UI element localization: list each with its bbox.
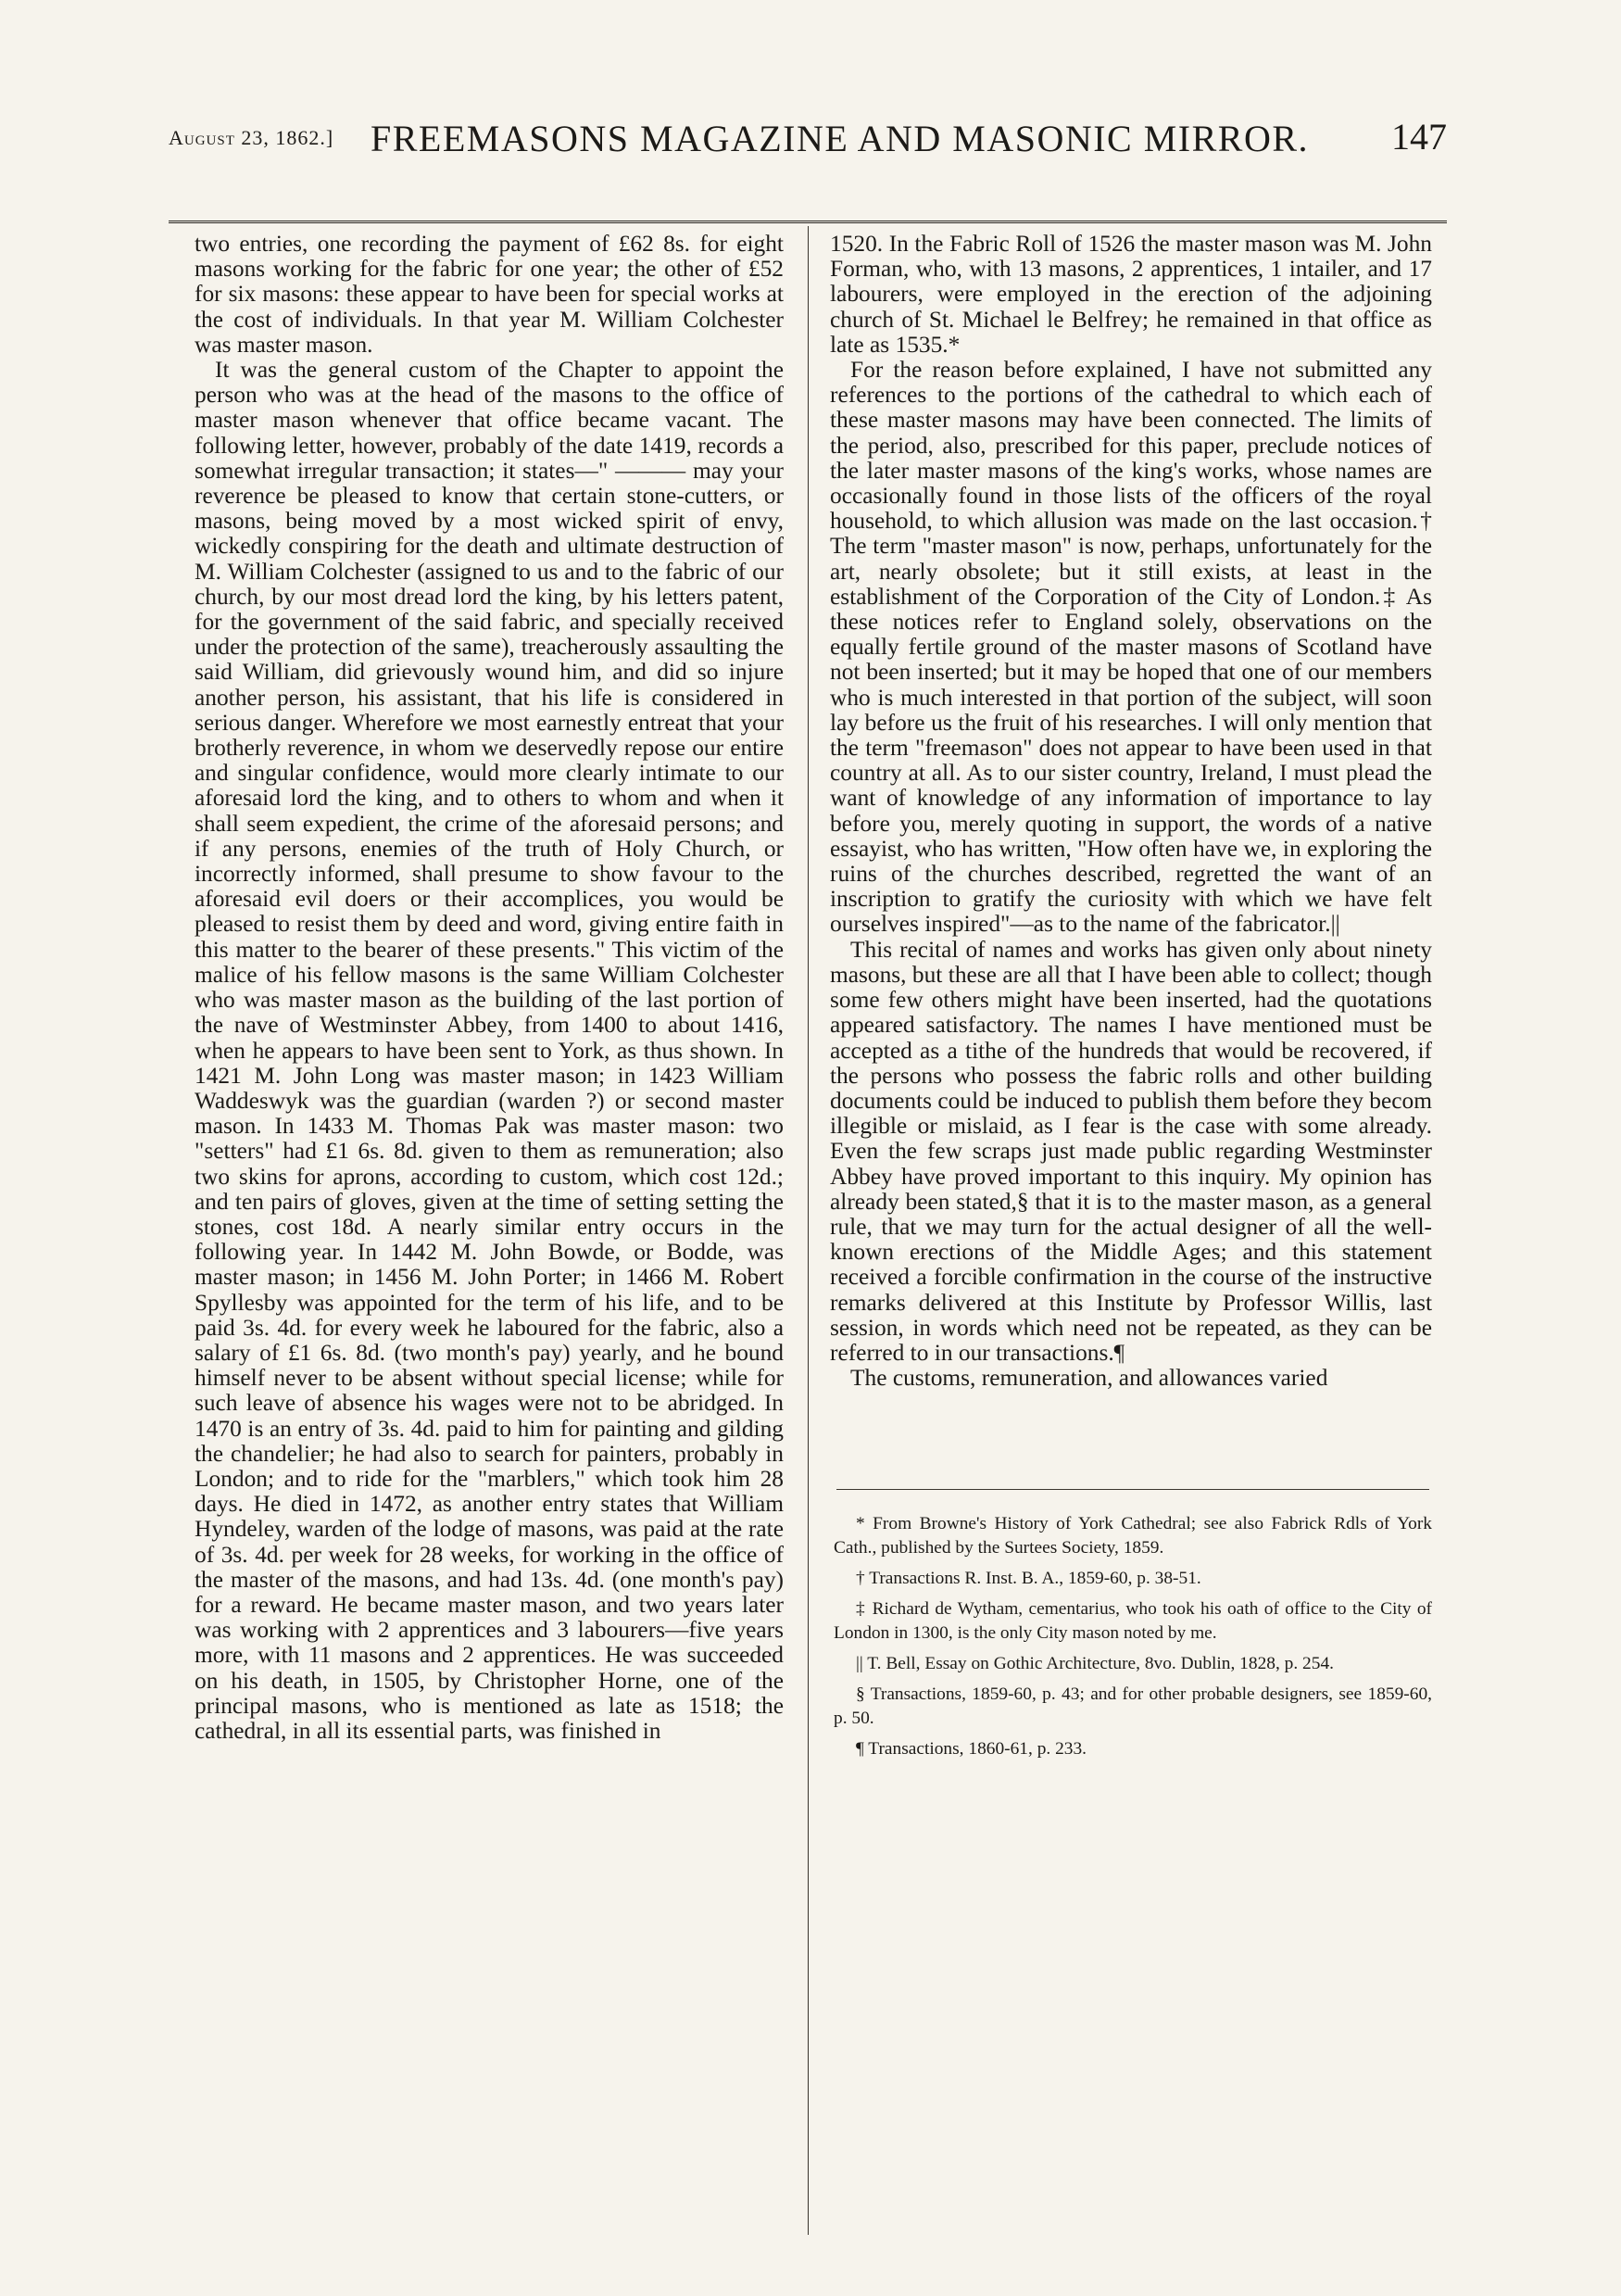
header-rule xyxy=(169,221,1447,223)
paragraph: 1520. In the Fabric Roll of 1526 the master mason was M. John Forman, who, with 13 masons, 2 apprentices, 1 intailer, and 17 labourers, were employed in the erection of the adjoining church of St. Michael le Belfrey; he remained in that office as late as 1535.* xyxy=(830,231,1432,358)
footnotes xyxy=(834,1512,1432,1768)
issue-date: August 23, 1862.] xyxy=(169,126,334,149)
footnote-rule xyxy=(836,1489,1429,1490)
paragraph: For the reason before explained, I have not submitted any references to the portions of the cathedral to which each of these master masons may have been connected. The limits of the period, also, prescribed for this paper, preclude notices of the later master masons of the king's works, whose names are occasionally found in those lists of the officers of the royal household, to which allusion was made on the last occasion.† The term "master mason" is now, perhaps, unfortunately for the art, nearly obsolete; but it still exists, at least in the establishment of the Corporation of the City of London.‡ As these notices refer to England solely, observations on the equally fertile ground of the master masons of Scotland have not been inserted; but it may be hoped that one of our members who is much interested in that portion of the subject, will soon lay before us the fruit of his researches. I will only mention that the term "freemason" does not appear to have been used in that country at all. As to our sister country, Ireland, I must plead the want of knowledge of any information of importance to lay before you, merely quoting in support, the words of a native essayist, who has written, "How often have we, in exploring the ruins of the churches described, regretted the want of an inscription to gratify the curiosity with which we have felt ourselves inspired"—as to the name of the fabricator.|| xyxy=(830,357,1432,938)
running-header xyxy=(169,109,1447,165)
footnote: ‡ Richard de Wytham, cementarius, who took his oath of office to the City of London in 1300, is the only City mason noted by me. xyxy=(834,1599,1432,1643)
paragraph: two entries, one recording the payment of £62 8s. for eight masons working for the fabric for one year; the other of £52 for six masons: these appear to have been for special works at the cost of individuals. In that year M. William Colchester was master mason. xyxy=(195,231,784,358)
footnote: || T. Bell, Essay on Gothic Architecture, 8vo. Dublin, 1828, p. 254. xyxy=(856,1654,1334,1673)
footnote: § Transactions, 1859-60, p. 43; and for other probable designers, see 1859-60, p. 50. xyxy=(834,1684,1432,1728)
footnote: † Transactions R. Inst. B. A., 1859-60, p. 38-51. xyxy=(856,1569,1201,1588)
footnote: ¶ Transactions, 1860-61, p. 233. xyxy=(856,1739,1087,1759)
paragraph: It was the general custom of the Chapter to appoint the person who was at the head of the masons to the office of master mason whenever that office became vacant. The following letter, however, probably of the date 1419, records a somewhat irregular transaction; it states—" ——— may your reverence be pleased to know that certain stone-cutters, or masons, being moved by a most wicked spirit of envy, wickedly conspiring for the death and ultimate destruction of M. William Colchester (assigned to us and to the fabric of our church, by our most dread lord the king, by his letters patent, for the government of the said fabric, and specially received under the protection of the same), treacherously assaulting the said William, did grievously wound him, and did so injure another person, his assistant, that his life is considered in serious danger. Wherefore we most earnestly entreat that your brotherly reverence, in whom we deservedly repose our entire and singular confidence, would more clearly intimate to our aforesaid lord the king, and to others to whom and when it shall seem expedient, the crime of the aforesaid persons; and if any persons, enemies of the truth of Holy Church, or incorrectly informed, shall presume to show favour to the aforesaid evil doers or their accomplices, you would be pleased to resist them by deed and word, giving entire faith in this matter to the bearer of these presents." This victim of the malice of his fellow masons is the same William Colchester who was master mason as the building of the last portion of the nave of Westminster Abbey, from 1400 to about 1416, when he appears to have been sent to York, as thus shown. In 1421 M. John Long was master mason; in 1423 William Waddeswyk was the guardian (warden ?) or second master mason. In 1433 M. Thomas Pak was master mason: two "setters" had £1 6s. 8d. given to them as remuneration; also two skins for aprons, according to custom, which cost 12d.; and ten pairs of gloves, given at the time of setting setting the stones, cost 18d. A nearly similar entry occurs in the following year. In 1442 M. John Bowde, or Bodde, was master mason; in 1456 M. John Porter; in 1466 M. Robert Spyllesby was appointed for the term of his life, and to be paid 3s. 4d. for every week he laboured for the fabric, also a salary of £1 6s. 8d. (two month's pay) yearly, and he bound himself never to be absent without special license; while for such leave of absence his wages were not to be abridged. In 1470 is an entry of 3s. 4d. paid to him for painting and gilding the chandelier; he had also to search for painters, probably in London; and to ride for the "marblers," which took him 28 days. He died in 1472, as another entry states that William Hyndeley, warden of the lodge of masons, was paid at the rate of 3s. 4d. per week for 28 weeks, for working in the office of the master of the masons, and had 13s. 4d. (one month's pay) for a reward. He became master mason, and two years later was working with 2 apprentices and 3 labourers—five years more, with 11 masons and 2 apprentices. He was succeeded on his death, in 1505, by Christopher Horne, one of the principal masons, who is mentioned as late as 1518; the cathedral, in all its essential parts, was finished in xyxy=(195,357,784,1744)
column-divider xyxy=(808,226,809,2235)
publication-title: FREEMASONS MAGAZINE AND MASONIC MIRROR. xyxy=(371,118,1310,159)
paragraph: The customs, remuneration, and allowances varied xyxy=(850,1365,1328,1392)
right-column xyxy=(830,232,1432,1391)
footnote: * From Browne's History of York Cathedral; see also Fabrick Rdls of York Cath., published by the Surtees Society, 1859. xyxy=(834,1514,1432,1558)
left-column xyxy=(195,232,784,1744)
page-number: 147 xyxy=(1391,116,1447,158)
paragraph: This recital of names and works has given only about ninety masons, but these are all that I have been able to collect; though some few others might have been inserted, had the quotations appeared satisfactory. The names I have mentioned must be accepted as a tithe of the hundreds that would be recovered, if the persons who possess the fabric rolls and other building documents could be induced to publish them before they becom illegible or mislaid, as I fear is the case with some already. Even the few scraps just made public regarding Westminster Abbey have proved important to this inquiry. My opinion has already been stated,§ that it is to the master mason, as a general rule, that we may turn for the actual designer of all the well-known erections of the Middle Ages; and this statement received a forcible confirmation in the course of the instructive remarks delivered at this Institute by Professor Willis, last session, in words which need not be repeated, as they can be referred to in our transactions.¶ xyxy=(830,936,1432,1366)
